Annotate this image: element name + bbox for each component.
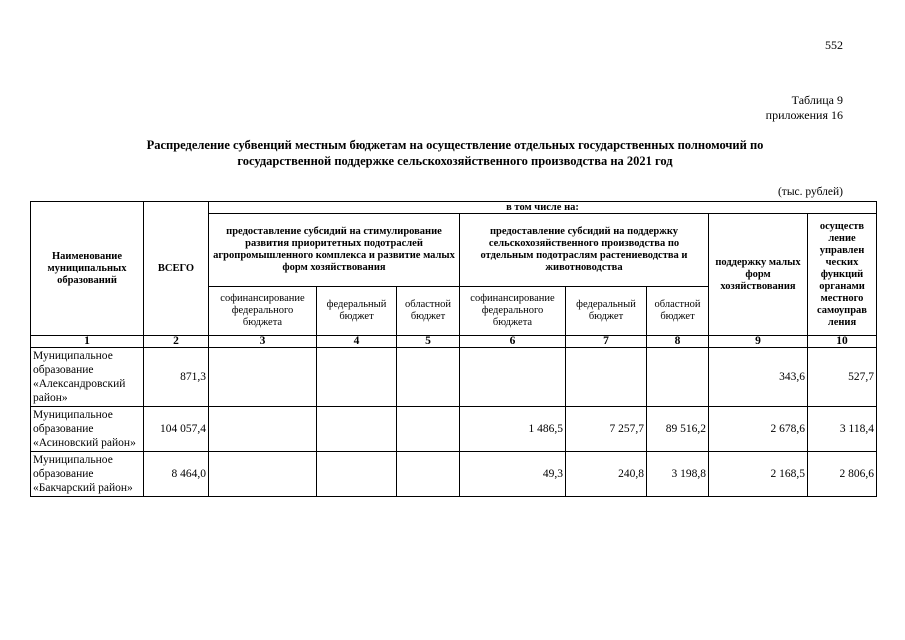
page-number: 552 (825, 38, 843, 52)
table-ref-line2: приложения 16 (765, 108, 843, 122)
table-cell: 49,3 (460, 452, 566, 497)
table-row (31, 407, 877, 452)
table-cell (397, 452, 460, 497)
header-federal-2: федеральный бюджет (566, 287, 647, 336)
column-number: 5 (397, 336, 460, 348)
table-cell: 8 464,0 (144, 452, 209, 497)
header-cofin-1: софинансирование федерального бюджета (209, 287, 317, 336)
column-number: 3 (209, 336, 317, 348)
admin-line: ления (827, 316, 857, 328)
table-cell (397, 348, 460, 407)
table-cell (317, 407, 397, 452)
table-cell: 3 198,8 (647, 452, 709, 497)
column-number: 4 (317, 336, 397, 348)
table-reference (766, 93, 843, 123)
admin-line: местного (820, 292, 864, 304)
admin-line: функций (820, 268, 864, 280)
table-cell (460, 348, 566, 407)
admin-line: ческих (825, 256, 859, 268)
table-cell: 527,7 (808, 348, 877, 407)
header-admin-functions (808, 214, 877, 336)
table-cell: 3 118,4 (808, 407, 877, 452)
table-cell: 89 516,2 (647, 407, 709, 452)
column-number: 6 (460, 336, 566, 348)
table-cell: 2 806,6 (808, 452, 877, 497)
header-row-1 (31, 202, 877, 214)
header-group-priority-subsectors: предоставление субсидий на стимулирование развития приоритетных подотраслей агропромышленного комплекса и развитие малых форм хозяйствования (209, 214, 460, 287)
table-row (31, 348, 877, 407)
table-cell (317, 348, 397, 407)
municipality-name: Муниципальное образование «Бакчарский район» (31, 452, 144, 497)
municipality-name: Муниципальное образование «Александровский район» (31, 348, 144, 407)
column-number: 2 (144, 336, 209, 348)
column-number: 7 (566, 336, 647, 348)
table-cell (397, 407, 460, 452)
table-cell: 7 257,7 (566, 407, 647, 452)
table-cell: 871,3 (144, 348, 209, 407)
header-name-column: Наименование муниципальных образований (31, 202, 144, 336)
table-cell (317, 452, 397, 497)
header-regional-1: областной бюджет (397, 287, 460, 336)
header-federal-1: федеральный бюджет (317, 287, 397, 336)
admin-line: самоуправ (817, 304, 867, 316)
admin-line: осуществ (819, 220, 865, 232)
table-cell: 2 678,6 (709, 407, 808, 452)
title-line1: Распределение субвенций местным бюджетам на осуществление отдельных государственных полномочий по (146, 138, 764, 152)
table-row (31, 452, 877, 497)
header-regional-2: областной бюджет (647, 287, 709, 336)
table-cell (209, 407, 317, 452)
units-note: (тыс. рублей) (777, 186, 843, 198)
column-number: 9 (709, 336, 808, 348)
document-title (60, 137, 850, 169)
header-total: ВСЕГО (144, 202, 209, 336)
table-cell: 240,8 (566, 452, 647, 497)
column-number: 10 (808, 336, 877, 348)
table-cell: 104 057,4 (144, 407, 209, 452)
municipality-name: Муниципальное образование «Асиновский район» (31, 407, 144, 452)
title-line2: государственной поддержке сельскохозяйственного производства на 2021 год (237, 154, 673, 168)
header-including: в том числе на: (209, 202, 877, 214)
header-group-crop-livestock: предоставление субсидий на поддержку сельскохозяйственного производства по отдельным подотраслям растениеводства и животноводства (460, 214, 709, 287)
column-number-row (31, 336, 877, 348)
header-small-forms: поддержку малых форм хозяйствования (709, 214, 808, 336)
admin-line: управлен (819, 244, 865, 256)
admin-line: ление (828, 232, 856, 244)
table-ref-line1: Таблица 9 (791, 93, 843, 107)
table-cell: 1 486,5 (460, 407, 566, 452)
table-cell (209, 452, 317, 497)
table-cell (566, 348, 647, 407)
table-cell: 343,6 (709, 348, 808, 407)
table-cell (209, 348, 317, 407)
table-cell (647, 348, 709, 407)
table-cell: 2 168,5 (709, 452, 808, 497)
column-number: 8 (647, 336, 709, 348)
header-cofin-2: софинансирование федерального бюджета (460, 287, 566, 336)
subvention-table (30, 201, 877, 497)
admin-line: органами (819, 280, 865, 292)
column-number: 1 (31, 336, 144, 348)
